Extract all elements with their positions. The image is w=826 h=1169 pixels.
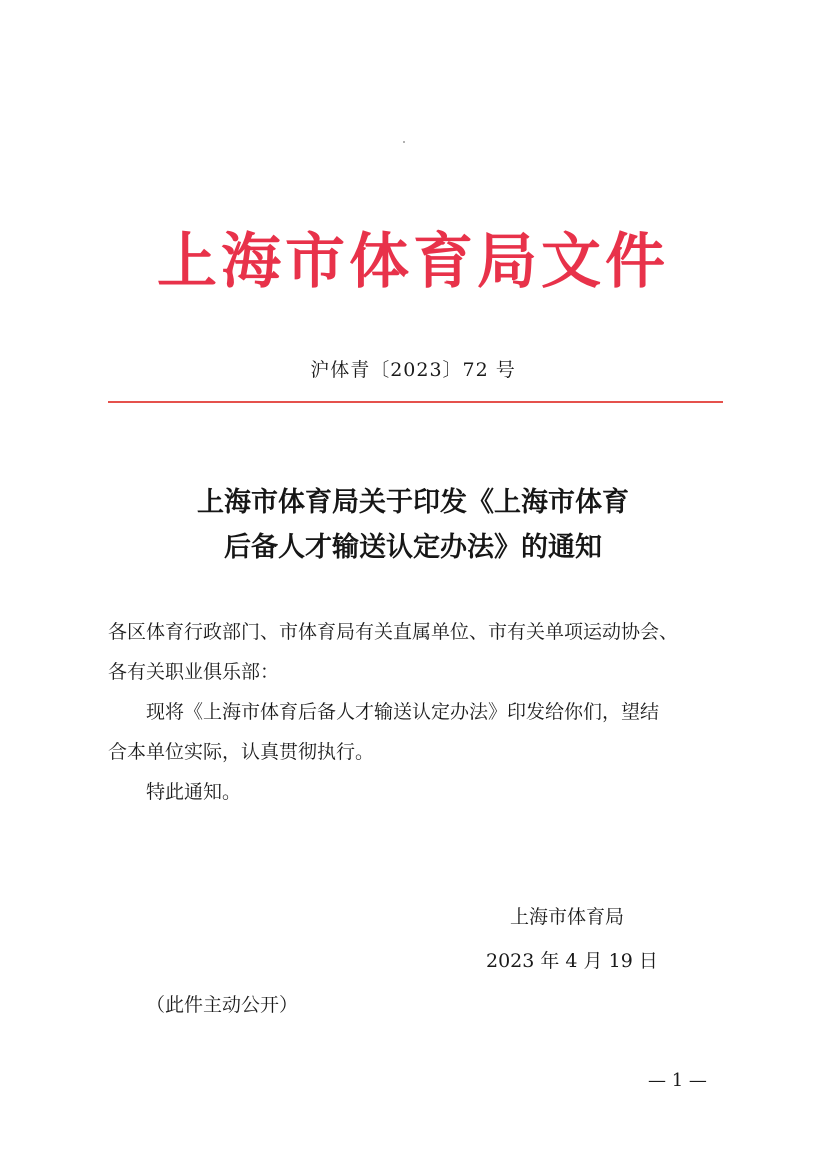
notice-title [0,480,826,570]
scan-speck [403,141,405,143]
notice-title-line-1: 上海市体育局关于印发《上海市体育 [197,487,629,518]
notice-title-line-2: 后备人才输送认定办法》的通知 [224,532,602,563]
closing-line: 特此通知。 [146,781,242,803]
masthead-title: 上海市体育局文件 [157,227,669,297]
body-paragraph-line-2: 合本单位实际，认真贯彻执行。 [108,741,375,763]
page-number: — 1 — [648,1070,707,1091]
body-paragraph-line-1: 现将《上海市体育后备人才输送认定办法》印发给你们，望结 [146,701,660,723]
disclosure-note: （此件主动公开） [146,994,299,1016]
red-divider-line [108,401,723,403]
notice-body [108,612,728,812]
recipients-line-2: 各有关职业俱乐部： [108,661,280,683]
document-number: 沪体青〔2023〕72 号 [310,359,516,381]
recipients-line-1: 各区体育行政部门、市体育局有关直属单位、市有关单项运动协会、 [108,621,679,643]
issuing-organization: 上海市体育局 [510,906,625,928]
issue-date: 2023 年 4 月 19 日 [486,950,658,972]
